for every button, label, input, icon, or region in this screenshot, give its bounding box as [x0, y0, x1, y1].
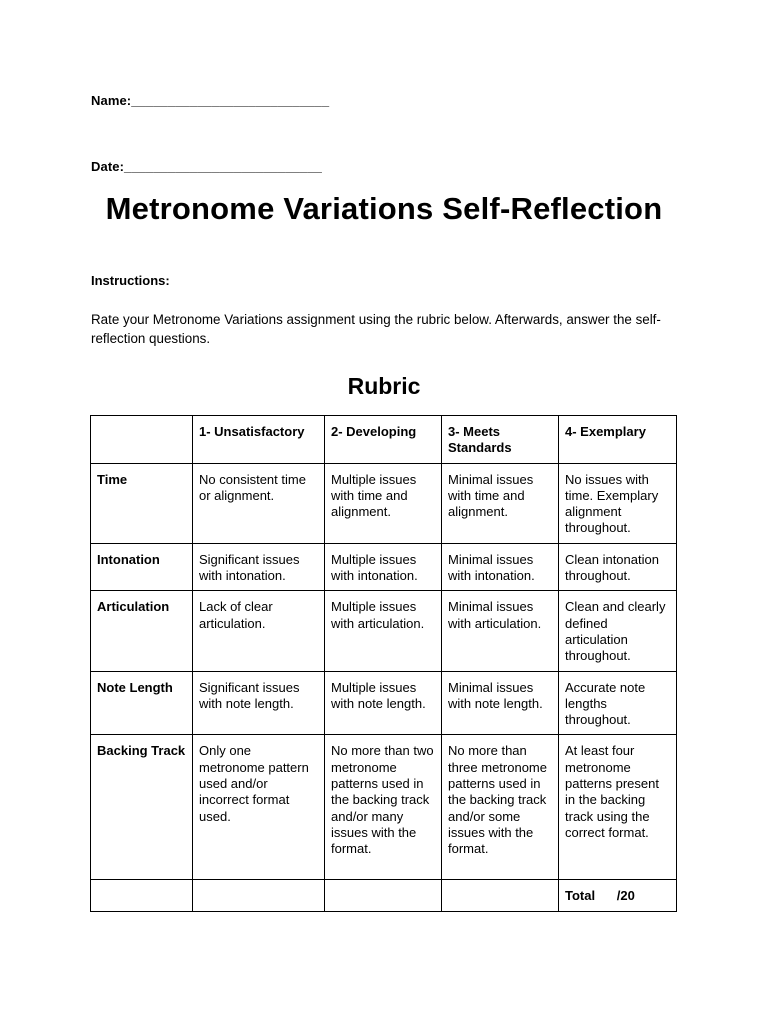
table-cell: Clean intonation throughout.: [559, 543, 677, 591]
rubric-header-row: [91, 416, 677, 464]
table-cell: No consistent time or alignment.: [193, 463, 325, 543]
header-cell-meets-standards: 3- Meets Standards: [442, 416, 559, 464]
row-label-articulation: Articulation: [91, 591, 193, 671]
header-cell-exemplary: 4- Exemplary: [559, 416, 677, 464]
row-label-backing-track: Backing Track: [91, 735, 193, 880]
header-cell-developing: 2- Developing: [325, 416, 442, 464]
table-cell-empty: [325, 880, 442, 911]
table-cell: Multiple issues with note length.: [325, 671, 442, 735]
rubric-row-backing-track: [91, 735, 677, 880]
table-cell: Minimal issues with note length.: [442, 671, 559, 735]
table-cell: Multiple issues with time and alignment.: [325, 463, 442, 543]
table-cell: No more than three metronome patterns used in the backing track and/or some issues with the format.: [442, 735, 559, 880]
table-cell: Significant issues with intonation.: [193, 543, 325, 591]
rubric-heading: Rubric: [347, 373, 421, 399]
rubric-row-articulation: [91, 591, 677, 671]
table-cell: Only one metronome pattern used and/or incorrect format used.: [193, 735, 325, 880]
table-cell-empty: [442, 880, 559, 911]
rubric-row-note-length: [91, 671, 677, 735]
table-cell-empty: [91, 880, 193, 911]
table-cell: Minimal issues with intonation.: [442, 543, 559, 591]
row-label-time: Time: [91, 463, 193, 543]
table-cell: Minimal issues with time and alignment.: [442, 463, 559, 543]
header-cell-unsatisfactory: 1- Unsatisfactory: [193, 416, 325, 464]
table-cell: Lack of clear articulation.: [193, 591, 325, 671]
instructions-text: Rate your Metronome Variations assignment using the rubric below. Afterwards, answer the self-reflection questions.: [91, 312, 661, 346]
table-cell: Significant issues with note length.: [193, 671, 325, 735]
total-score-cell: Total /20: [559, 880, 677, 911]
header-cell-empty: [91, 416, 193, 464]
row-label-note-length: Note Length: [91, 671, 193, 735]
table-cell: Clean and clearly defined articulation throughout.: [559, 591, 677, 671]
rubric-table: [90, 415, 677, 912]
rubric-row-time: [91, 463, 677, 543]
date-field: Date:___________________________: [91, 159, 322, 174]
table-cell: Accurate note lengths throughout.: [559, 671, 677, 735]
table-cell: Minimal issues with articulation.: [442, 591, 559, 671]
table-cell: Multiple issues with intonation.: [325, 543, 442, 591]
table-cell: No more than two metronome patterns used in the backing track and/or many issues with the format.: [325, 735, 442, 880]
instructions-heading: Instructions:: [91, 273, 170, 288]
name-field: Name:___________________________: [91, 93, 330, 108]
table-cell: At least four metronome patterns present in the backing track using the correct format.: [559, 735, 677, 880]
rubric-row-total: [91, 880, 677, 911]
table-cell: Multiple issues with articulation.: [325, 591, 442, 671]
row-label-intonation: Intonation: [91, 543, 193, 591]
rubric-row-intonation: [91, 543, 677, 591]
table-cell: No issues with time. Exemplary alignment throughout.: [559, 463, 677, 543]
page-title: Metronome Variations Self-Reflection: [105, 191, 663, 226]
table-cell-empty: [193, 880, 325, 911]
